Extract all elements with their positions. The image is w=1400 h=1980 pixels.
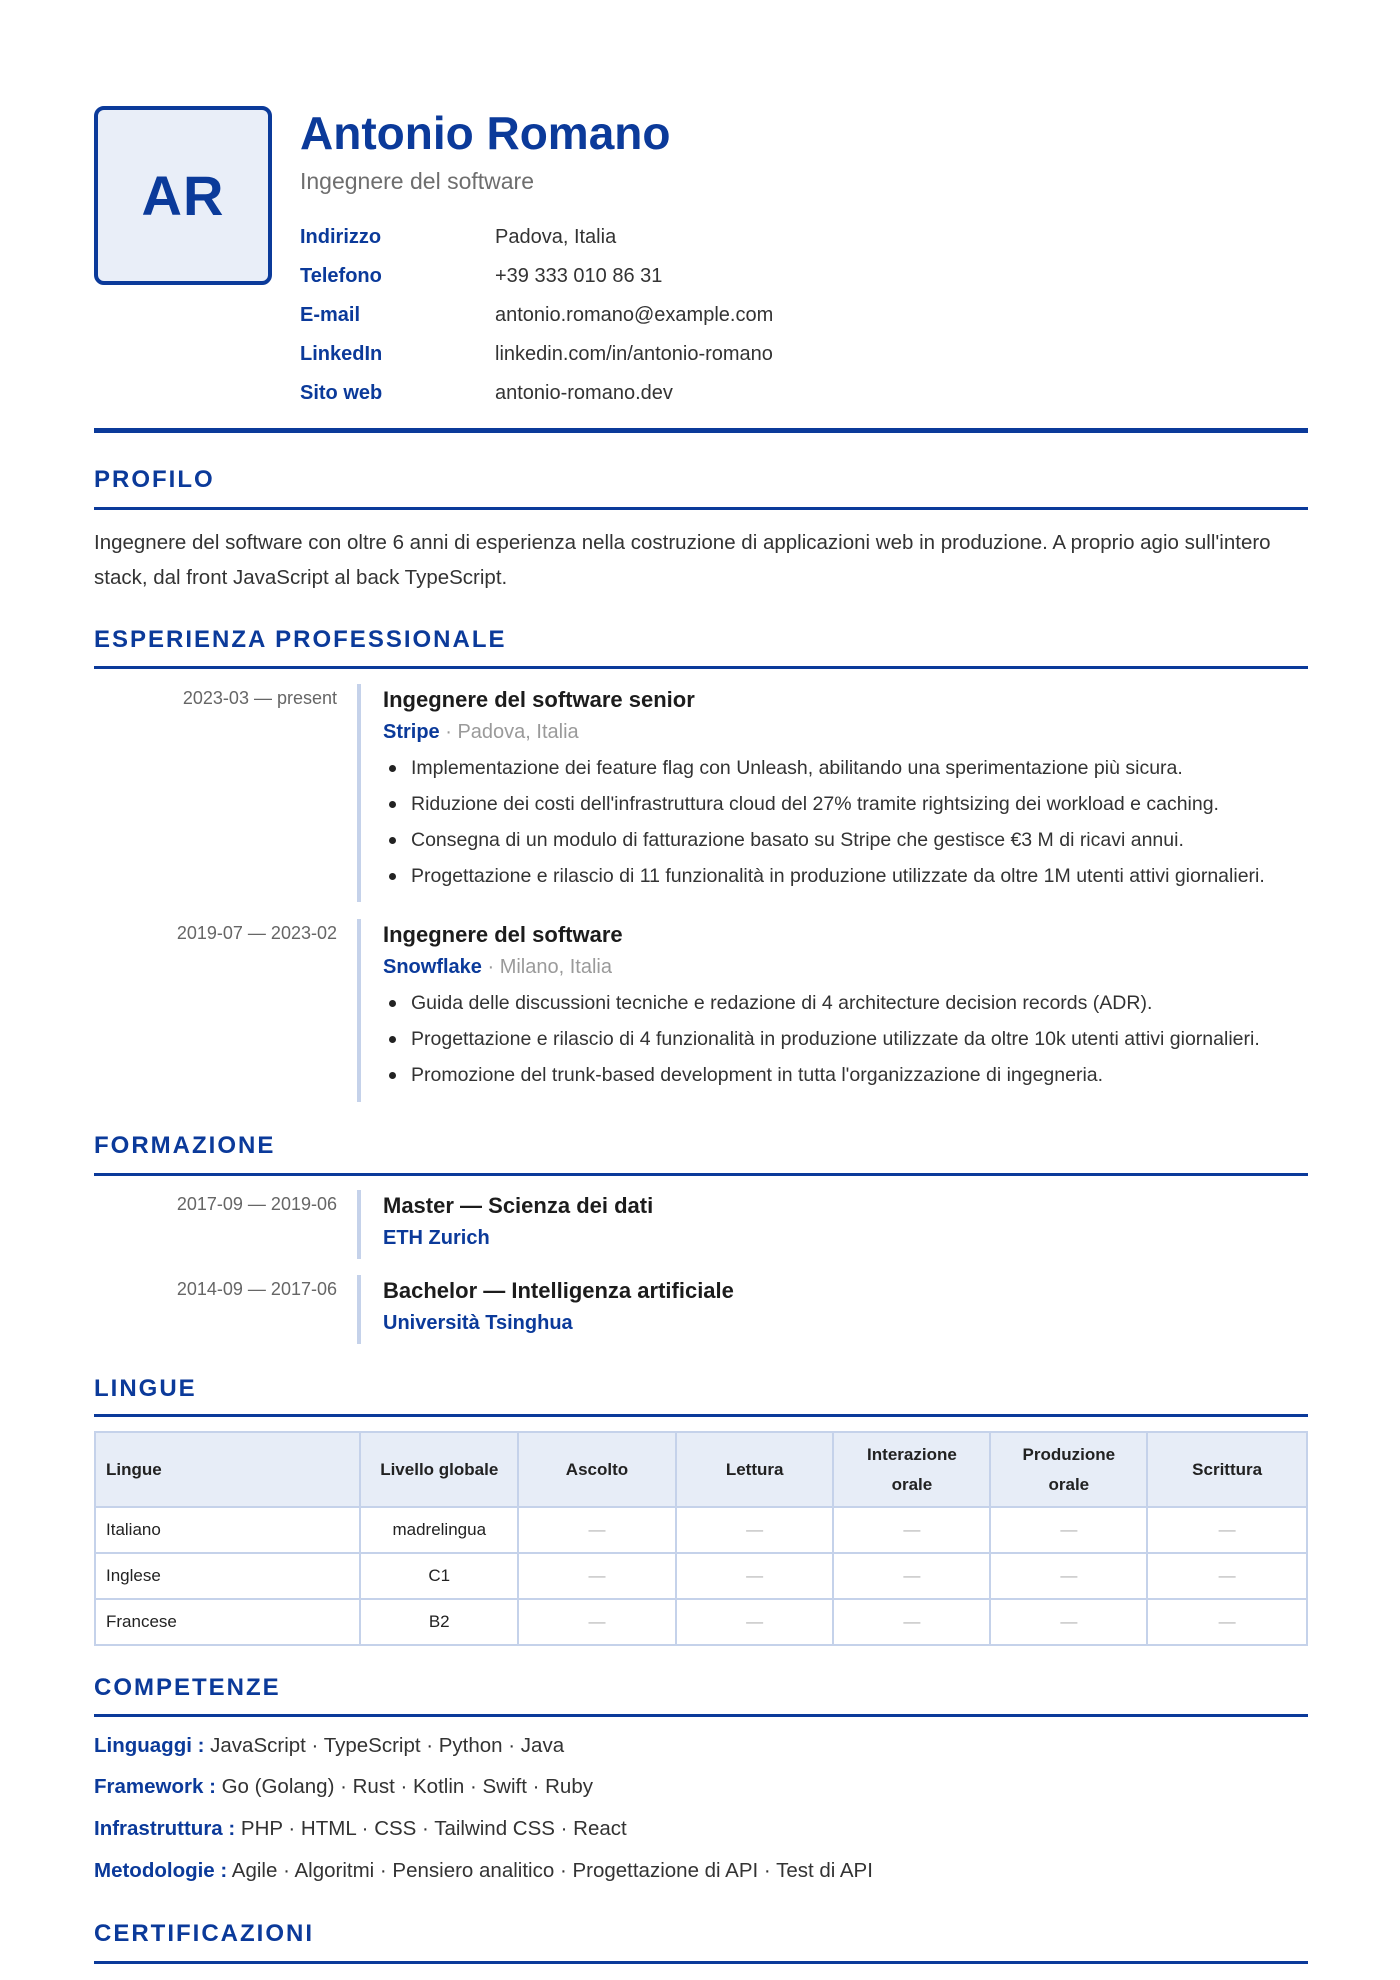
entry-dates: 2023-03 — present: [182, 688, 337, 708]
header-divider: [94, 428, 1308, 433]
skill-group-label: Linguaggi :: [94, 1734, 205, 1757]
entry-timeline-bar: [357, 919, 361, 1102]
table-row: [95, 1553, 1307, 1599]
column-header: Ascolto: [518, 1432, 676, 1507]
column-header: Produzione orale: [990, 1432, 1147, 1507]
skill-group: [94, 1817, 627, 1841]
skill-group: [94, 1775, 593, 1799]
languages-table: [94, 1431, 1308, 1646]
contact-website: [300, 374, 773, 413]
contact-value: Padova, Italia: [495, 226, 617, 248]
contact-address: [300, 218, 773, 257]
table-cell: —: [833, 1507, 990, 1553]
entry-timeline-bar: [357, 684, 361, 902]
list-item: Consegna di un modulo di fatturazione basato su Stripe che gestisce €3 M di ricavi annui.: [383, 822, 1308, 858]
table-row: [95, 1599, 1307, 1645]
contact-email: [300, 296, 773, 335]
table-cell: —: [518, 1599, 676, 1645]
person-name: Antonio Romano: [300, 107, 671, 159]
job-location: · Padova, Italia: [439, 721, 579, 743]
column-header: Scrittura: [1147, 1432, 1307, 1507]
section-title-languages: LINGUE: [94, 1375, 197, 1402]
person-role: Ingegnere del software: [300, 168, 534, 194]
job-title: Ingegnere del software: [383, 922, 623, 947]
contact-label: Sito web: [300, 382, 383, 404]
entry-body: [383, 1190, 1308, 1254]
skill-group-label: Infrastruttura :: [94, 1817, 236, 1840]
column-header: Interazione orale: [833, 1432, 990, 1507]
section-divider: [94, 1714, 1308, 1717]
degree-title: Master — Scienza dei dati: [383, 1193, 654, 1218]
degree-title: Bachelor — Intelligenza artificiale: [383, 1278, 734, 1303]
table-row: [95, 1507, 1307, 1553]
column-header: Livello globale: [360, 1432, 518, 1507]
skill-group: [94, 1734, 564, 1758]
list-item: Progettazione e rilascio di 11 funzionalità in produzione utilizzate da oltre 1M utenti attivi giornalieri.: [383, 858, 1308, 894]
list-item: Implementazione dei feature flag con Unleash, abilitando una sperimentazione più sicura.: [383, 750, 1308, 786]
table-cell: —: [833, 1553, 990, 1599]
entry-body: [383, 684, 1308, 894]
table-cell: —: [1147, 1507, 1307, 1553]
table-cell: madrelingua: [360, 1507, 518, 1553]
experience-entry: [94, 919, 1308, 1102]
section-divider: [94, 666, 1308, 669]
contact-value[interactable]: +39 333 010 86 31: [495, 265, 663, 287]
skill-group-label: Metodologie :: [94, 1859, 228, 1882]
education-entry: [94, 1190, 1308, 1259]
section-title-certifications: CERTIFICAZIONI: [94, 1920, 314, 1947]
entry-timeline-bar: [357, 1190, 361, 1259]
skill-group-label: Framework :: [94, 1775, 216, 1798]
list-item: Riduzione dei costi dell'infrastruttura cloud del 27% tramite rightsizing dei workload e caching.: [383, 786, 1308, 822]
skill-group: [94, 1859, 873, 1883]
entry-body: [383, 1275, 1308, 1339]
list-item: Progettazione e rilascio di 4 funzionalità in produzione utilizzate da oltre 10k utenti attivi giornalieri.: [383, 1021, 1308, 1057]
avatar: [94, 106, 272, 285]
table-cell: —: [676, 1553, 834, 1599]
experience-entry: [94, 684, 1308, 902]
institution-line: [383, 1222, 1308, 1254]
table-cell: B2: [360, 1599, 518, 1645]
resume-header: [94, 106, 1308, 406]
job-achievements: [383, 750, 1308, 894]
section-title-experience: ESPERIENZA PROFESSIONALE: [94, 626, 507, 653]
table-cell: —: [676, 1599, 834, 1645]
table-cell: Francese: [95, 1599, 360, 1645]
section-divider: [94, 1961, 1308, 1964]
institution-name: ETH Zurich: [383, 1227, 490, 1249]
job-company-line: [383, 951, 1308, 983]
list-item: Promozione del trunk-based development in tutta l'organizzazione di ingegneria.: [383, 1057, 1308, 1093]
skill-group-values: Agile · Algoritmi · Pensiero analitico · Progettazione di API · Test di API: [227, 1859, 873, 1882]
identity: [300, 106, 671, 195]
contact-value[interactable]: antonio.romano@example.com: [495, 304, 774, 326]
contact-label: LinkedIn: [300, 343, 383, 365]
entry-dates: 2017-09 — 2019-06: [176, 1194, 337, 1214]
table-cell: —: [990, 1507, 1147, 1553]
column-header: Lingue: [95, 1432, 360, 1507]
section-title-profile: PROFILO: [94, 466, 215, 493]
table-cell: —: [1147, 1599, 1307, 1645]
skill-group-values: PHP · HTML · CSS · Tailwind CSS · React: [235, 1817, 627, 1840]
table-header-row: [95, 1432, 1307, 1507]
entry-dates: 2019-07 — 2023-02: [176, 923, 337, 943]
column-header: Lettura: [676, 1432, 834, 1507]
entry-body: [383, 919, 1308, 1093]
table-cell: —: [676, 1507, 834, 1553]
section-divider: [94, 1414, 1308, 1417]
list-item: Guida delle discussioni tecniche e redazione di 4 architecture decision records (ADR).: [383, 985, 1308, 1021]
profile-summary: Ingegnere del software con oltre 6 anni di esperienza nella costruzione di applicazioni web in produzione. A proprio agio sull'intero stack, dal front JavaScript al back TypeScript.: [94, 531, 1271, 589]
company-name: Snowflake: [383, 956, 482, 978]
company-name: Stripe: [383, 721, 440, 743]
section-title-skills: COMPETENZE: [94, 1674, 281, 1701]
contact-value[interactable]: antonio-romano.dev: [495, 382, 673, 404]
job-achievements: [383, 985, 1308, 1093]
avatar-initials: AR: [141, 164, 225, 227]
contact-label: E-mail: [300, 304, 361, 326]
section-title-education: FORMAZIONE: [94, 1132, 276, 1159]
contact-phone: [300, 257, 773, 296]
job-title: Ingegnere del software senior: [383, 687, 695, 712]
table-cell: —: [990, 1599, 1147, 1645]
entry-dates: 2014-09 — 2017-06: [176, 1279, 337, 1299]
table-cell: —: [990, 1553, 1147, 1599]
table-cell: Inglese: [95, 1553, 360, 1599]
contact-label: Telefono: [300, 265, 382, 287]
institution-name: Università Tsinghua: [383, 1312, 573, 1334]
contact-label: Indirizzo: [300, 226, 382, 248]
skill-group-values: Go (Golang) · Rust · Kotlin · Swift · Ruby: [215, 1775, 593, 1798]
table-cell: Italiano: [95, 1507, 360, 1553]
job-location: · Milano, Italia: [481, 956, 612, 978]
contact-value[interactable]: linkedin.com/in/antonio-romano: [495, 343, 773, 365]
table-cell: —: [1147, 1553, 1307, 1599]
table-cell: C1: [360, 1553, 518, 1599]
table-cell: —: [833, 1599, 990, 1645]
table-cell: —: [518, 1553, 676, 1599]
institution-line: [383, 1307, 1308, 1339]
skill-group-values: JavaScript · TypeScript · Python · Java: [204, 1734, 565, 1757]
education-entry: [94, 1275, 1308, 1344]
job-company-line: [383, 716, 1308, 748]
entry-timeline-bar: [357, 1275, 361, 1344]
contact-list: [300, 218, 773, 413]
contact-linkedin: [300, 335, 773, 374]
table-cell: —: [518, 1507, 676, 1553]
section-divider: [94, 507, 1308, 510]
section-divider: [94, 1173, 1308, 1176]
